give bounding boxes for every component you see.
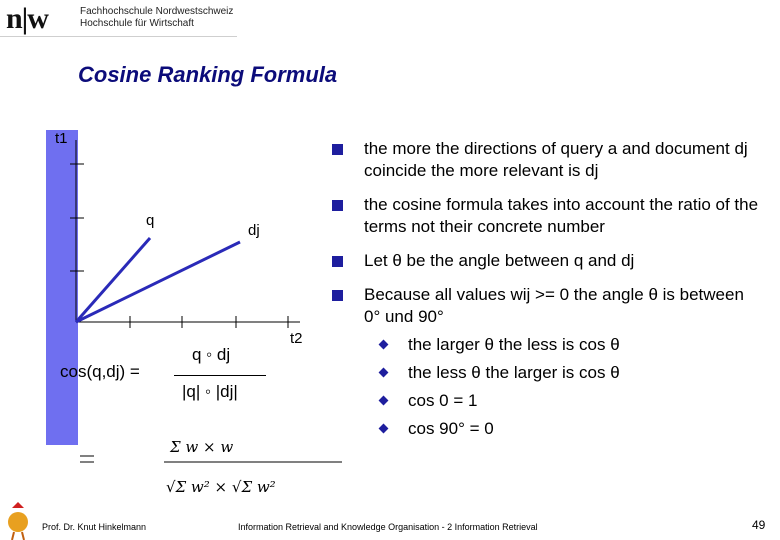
axis-label-t2: t2 [290,330,303,347]
square-bullet-icon [332,290,343,301]
bullet-text: Because all values wij >= 0 the angle θ is between 0° und 90° [364,285,744,326]
bullet-text: the cosine formula takes into account the ratio of the terms not their concrete number [364,195,759,236]
bullet-text: Let θ be the angle between q and dj [364,251,635,270]
vector-label-q: q [146,212,155,229]
header-strip [236,0,780,36]
header-logo-box [0,0,237,37]
vector-q [76,238,150,322]
footer-course: Information Retrieval and Knowledge Organisation - 2 Information Retrieval [238,522,538,532]
logo-text-line2: Hochschule für Wirtschaft [80,18,194,29]
axis-label-t1: t1 [55,130,68,147]
footer-author: Prof. Dr. Knut Hinkelmann [42,522,147,532]
bullet-item [330,284,760,328]
rooster-icon [0,500,38,540]
sub-bullet-text: the less θ the larger is cos θ [408,363,620,382]
sub-bullet-text: cos 90° = 0 [408,419,494,438]
sub-bullet-item [330,390,760,412]
formula-denominator: |q| ◦ |dj| [182,382,238,401]
bullet-item [330,250,760,272]
diamond-bullet-icon [379,424,389,434]
sub-bullet-text: the larger θ the less is cos θ [408,335,620,354]
slide-title: Cosine Ranking Formula [78,62,338,87]
fraction-bar [174,375,266,376]
vector-label-dj: dj [248,222,260,239]
vector-diagram [70,140,310,340]
cosine-formula-image [80,422,350,502]
sub-bullet-item [330,362,760,384]
fhnw-logo-mark: n|w [6,2,48,35]
bullet-text: the more the directions of query a and document dj coincide the more relevant is dj [364,139,748,180]
logo-text-line1: Fachhochschule Nordwestschweiz [80,6,234,17]
square-bullet-icon [332,200,343,211]
sub-bullet-item [330,418,760,440]
diamond-bullet-icon [379,368,389,378]
bullet-item [330,194,760,238]
formula-lhs: cos(q,dj) = [60,362,140,381]
bullet-list [330,138,760,446]
square-bullet-icon [332,256,343,267]
sub-bullet-item [330,334,760,356]
diamond-bullet-icon [379,396,389,406]
sub-bullet-text: cos 0 = 1 [408,391,478,410]
diamond-bullet-icon [379,340,389,350]
square-bullet-icon [332,144,343,155]
vector-dj [76,242,240,322]
formula-numerator: q ◦ dj [192,345,231,364]
page-number: 49 [752,518,766,532]
bullet-item [330,138,760,182]
svg-text:Σ w × w: Σ w × w [170,438,234,456]
svg-text:√Σ w² × √Σ w²: √Σ w² × √Σ w² [166,478,276,496]
